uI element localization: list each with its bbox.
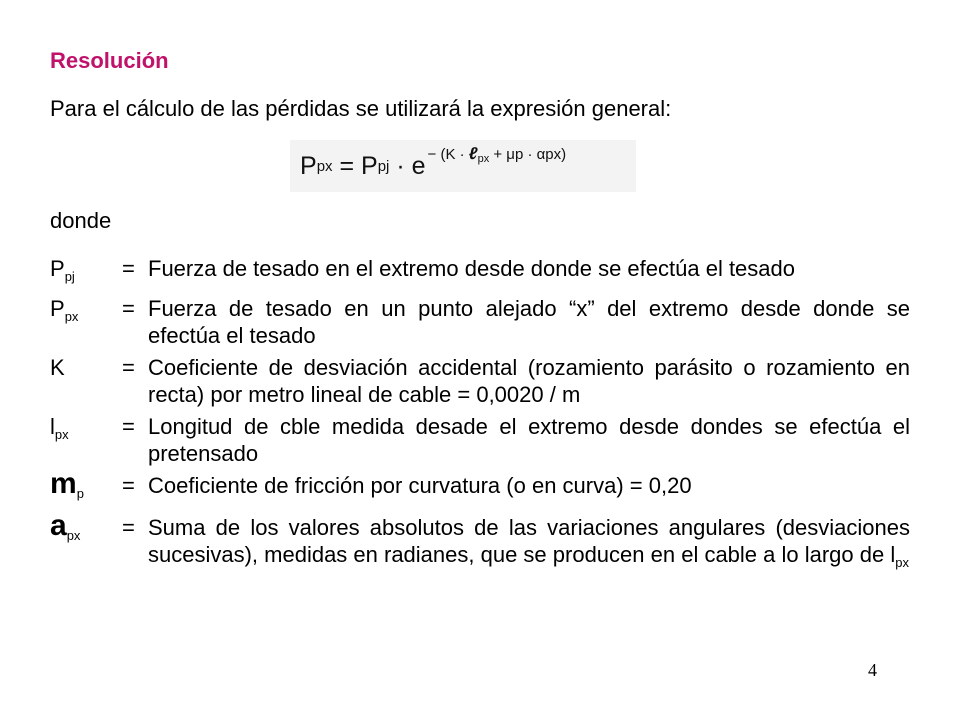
definition-ppj bbox=[50, 255, 910, 290]
definition-equals: = bbox=[122, 515, 135, 540]
definition-symbol: $P_{pj}$ bbox=[50, 256, 75, 284]
definition-equals: = bbox=[122, 355, 135, 380]
definition-symbol: $a_{px}$ bbox=[50, 509, 81, 543]
definition-text: Fuerza de tesado en un punto alejado “x” del extremo desde donde se efectúa el tesado bbox=[148, 296, 910, 348]
formula-exp-l: ℓ bbox=[468, 143, 478, 163]
definition-equals: = bbox=[122, 296, 135, 321]
definition-symbol: $P_{px}$ bbox=[50, 296, 79, 324]
intro-text: Para el cálculo de las pérdidas se utilizará la expresión general: bbox=[50, 96, 672, 121]
definition-text: Longitud de cble medida desade el extremo desde dondes se efectúa el pretensado bbox=[148, 414, 910, 466]
definition-alphapx bbox=[50, 509, 910, 576]
definition-lpx bbox=[50, 413, 910, 467]
definitions-list bbox=[50, 255, 910, 581]
definition-symbol: $m_p$ bbox=[50, 467, 84, 501]
definition-symbol: $l_{px}$ bbox=[50, 414, 69, 442]
definition-text: Fuerza de tesado en el extremo desde donde se efectúa el tesado bbox=[148, 256, 795, 281]
definition-text: Coeficiente de desviación accidental (rozamiento parásito o rozamiento en recta) por metro lineal de cable = 0,0020 / m bbox=[148, 355, 910, 407]
formula-lhs-sub: px bbox=[316, 157, 333, 175]
donde-label: donde bbox=[50, 208, 112, 233]
formula-exp-l-sub: px bbox=[477, 152, 490, 165]
formula-p: P bbox=[361, 151, 378, 180]
definition-k bbox=[50, 354, 910, 408]
definition-symbol: K bbox=[50, 355, 65, 380]
definition-equals: = bbox=[122, 414, 135, 439]
formula-p-sub: pj bbox=[377, 157, 390, 175]
formula-image bbox=[290, 140, 636, 192]
formula-dot-e: · e bbox=[389, 151, 426, 180]
definition-text: Suma de los valores absolutos de las variaciones angulares (desviaciones sucesivas), medidas en radianes, que se producen en el cable a lo largo de $l_{px}$ bbox=[148, 515, 910, 570]
section-heading: Resolución bbox=[50, 48, 169, 73]
formula-exponent bbox=[428, 144, 567, 165]
formula-lhs: P bbox=[300, 151, 317, 180]
definition-equals: = bbox=[122, 473, 135, 498]
formula-equals: = bbox=[332, 151, 362, 180]
definition-ppx bbox=[50, 295, 910, 349]
definition-text: Coeficiente de fricción por curvatura (o en curva) = 0,20 bbox=[148, 473, 692, 498]
formula-exp-pre: − (K · bbox=[427, 145, 469, 163]
formula-exp-mid: + μp · αpx) bbox=[489, 145, 567, 163]
definition-equals: = bbox=[122, 256, 135, 281]
definition-mup bbox=[50, 467, 910, 509]
page-number: 4 bbox=[868, 660, 877, 680]
